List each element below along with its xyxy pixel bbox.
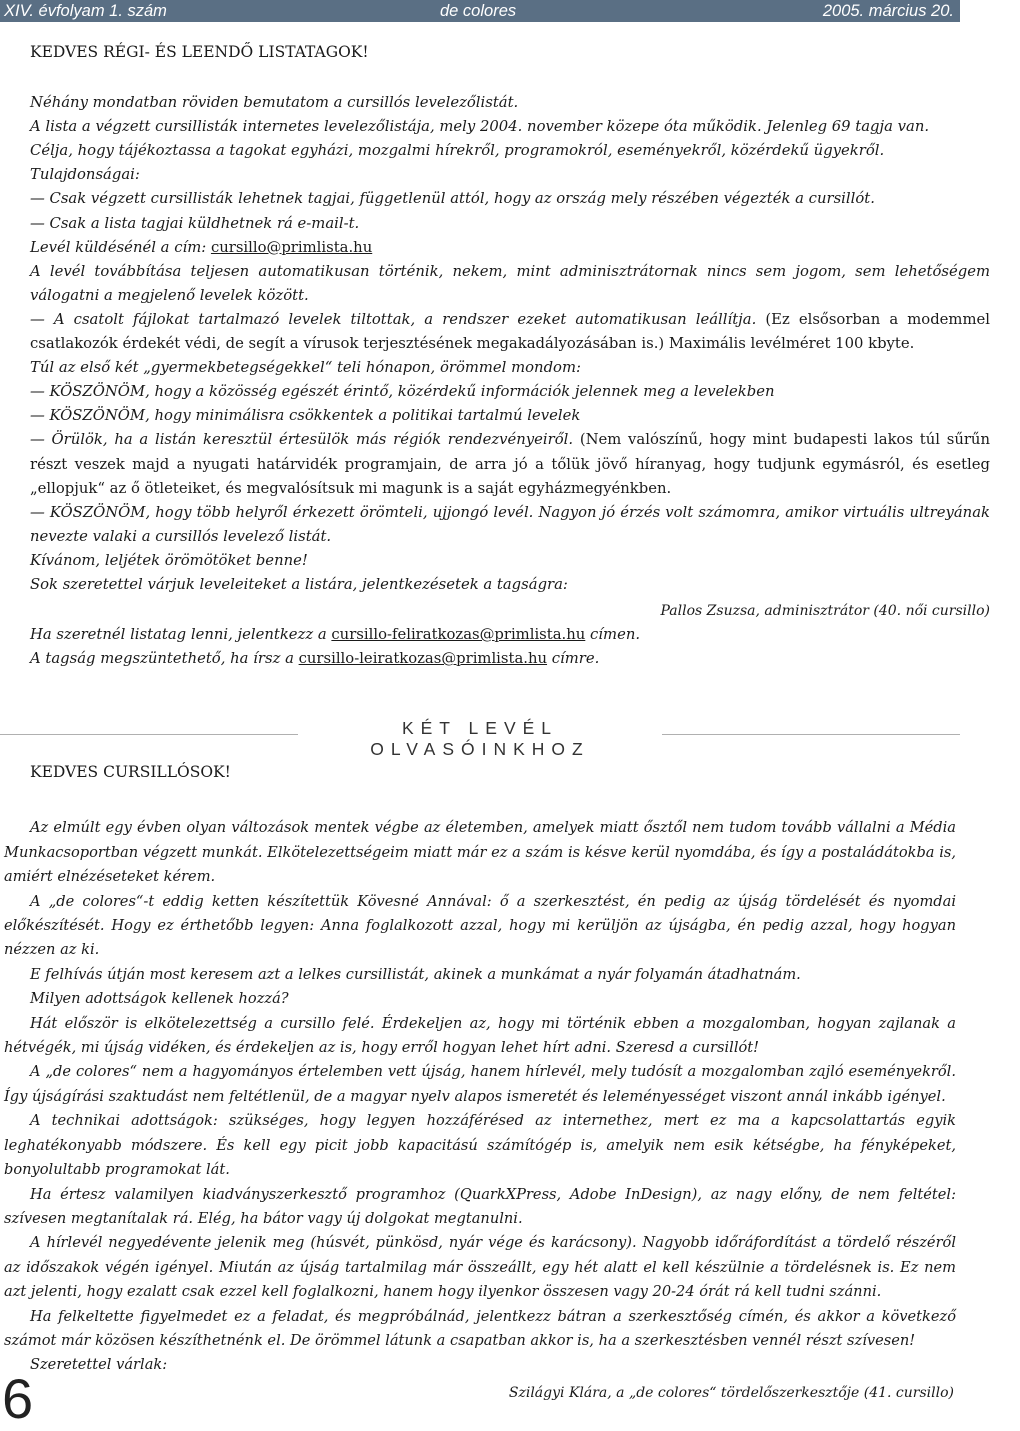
line: Néhány mondatban röviden bemutatom a cursillós levelezőlistát. [30,94,519,112]
article1-heading: KEDVES RÉGI- ÉS LEENDŐ LISTATAGOK! [30,43,369,61]
send-label: Levél küldésénél a cím: [30,238,211,256]
paragraph: Hát először is elkötelezettség a cursillo felé. Érdekeljen az, hogy mi történik ebben a mozgalomban, hogyan zajlanak a hétvégék, mi újság vidéken, és érdekeljen az is, hogy erről hogyan lehet hírt adni. Szeresd a cursillót! [4,1014,956,1057]
send-address-link[interactable]: cursillo@primlista.hu [210,238,373,256]
divider-rule-left [0,734,298,735]
glad-upright: (Nem valószínű, hogy mint budapesti lakos túl sűrűn részt veszek majd a nyugati határvidék programjain, de arra jó a tőlük jövő híranyag, hogy tudjunk egymásról, és esetleg „ellopjuk“ az ő ötleteiket, és megvalósítsuk mi magunk is a saját egyházmegyénkben. [30,431,990,497]
invite-line: Sok szeretettel várjuk leveleiteket a listára, jelentkezésetek a tagságra: [30,575,568,593]
attachment-rule: — A csatolt fájlokat tartalmazó levelek tiltottak, a rendszer ezeket automatikusan leállítja. [30,310,757,328]
paragraph: A „de colores“ nem a hagyományos értelemben vett újság, hanem hírlevél, mely tudósít a mozgalomban zajló eseményekről. Így újságírási szaktudást nem feltétlenül, de a magyar nyelv alapos ismeretét és leleményességet viszont annál inkább igényel. [4,1063,956,1105]
thanks-item: — KÖSZÖNÖM, hogy minimálisra csökkentek a politikai tartalmú levelek [30,407,581,425]
unsubscribe-post: címre. [547,650,600,668]
paragraph: A hírlevél negyedévente jelenik meg (húsvét, pünkösd, nyár vége és karácsony). Nagyobb időráfordítást a tördelő részéről az időszakok végén igényel. Miután az újság tartalmilag már összeállt, egy hét alatt el kell készülnie a tördelésnek is. Ez nem azt jelenti, hogy ezalatt csak ezzel kell foglalkozni, hanem hogy ilyenkor összesen vagy 20-24 órát rá kell tudni szánni. [4,1234,956,1301]
paragraph: A „de colores“-t eddig ketten készítettük Kövesné Annával: ő a szerkesztést, én pedig az újság tördelését és nyomdai előkészítését. Hogy ez érthetőbb legyen: Anna foglalkozott azzal, hogy mi kerüljön az újságba, én pedig azzal, hogy hogyan nézzen az ki. [4,892,956,959]
thanks-item: — KÖSZÖNÖM, hogy a közösség egészét érintő, közérdekű információk jelennek meg a levelekben [30,383,775,401]
section-title: KÉT LEVÉL OLVASÓINKHOZ [370,718,590,759]
thanks-item: — KÖSZÖNÖM, hogy több helyről érkezett örömteli, ujjongó levél. Nagyon jó érzés volt számomra, amikor virtuális ultreyának nevezte valaki a cursillós levelező listát. [30,503,990,545]
attachment-note: (Ez elsősorban a modemmel csatlakozók érdekét védi, de segít a vírusok terjesztésének megakadályozásában is.) Maximális levélméret 100 kbyte. [30,310,990,353]
forwarding-text: A levél továbbítása teljesen automatikusan történik, nekem, mint adminisztrátornak nincs sem jogom, sem lehetőségem válogatni a megjelenő levelek között. [30,262,990,304]
page-header [0,0,960,22]
glad-text [30,428,990,500]
article1-signature: Pallos Zsuzsa, adminisztrátor (40. női cursillo) [660,603,990,620]
attachment-text [30,308,990,356]
subscribe-pre: Ha szeretnél listatag lenni, jelentkezz a [30,626,332,644]
thanks-intro: Túl az első két „gyermekbetegségekkel“ teli hónapon, örömmel mondom: [30,359,581,377]
line: — Csak végzett cursillisták lehetnek tagjai, függetlenül attól, hogy az ország mely részében végezték a cursillót. [30,190,875,208]
line: A lista a végzett cursillisták internetes levelezőlistája, mely 2004. november közepe óta működik. Jelenleg 69 tagja van. [30,118,930,136]
line: Tulajdonságai: [30,166,140,184]
paragraph: Szeretettel várlak: [30,1356,168,1374]
wish-line: Kívánom, leljétek örömötöket benne! [30,551,308,569]
section-divider [0,718,960,759]
article-editor-call [0,760,960,1405]
paragraph: Az elmúlt egy évben olyan változások mentek végbe az életemben, amelyek miatt ősztől nem tudom tovább vállalni a Média Munkacsoportban végzett munkát. Elkötelezettségeim miatt már ez a szám is késve kerül nyomdába, és így a postaládátokba is, amiért elnézéseteket kérem. [4,819,956,886]
article-mailing-list [0,40,1020,671]
line: Célja, hogy tájékoztassa a tagokat egyházi, mozgalmi hírekről, programokról, eseményekről, közérdekű ügyekről. [30,142,885,160]
divider-rule-right [662,734,960,735]
paragraph: Ha értesz valamilyen kiadványszerkesztő programhoz (QuarkXPress, Adobe InDesign), az nagy előny, de nem feltétel: szívesen megtanítalak rá. Elég, ha bátor vagy új dolgokat megtanulni. [4,1185,956,1227]
paragraph: Milyen adottságok kellenek hozzá? [30,990,289,1008]
glad-italic: — Örülök, ha a listán keresztül értesülök más régiók rendezvényeiről. [30,431,574,449]
subscribe-link[interactable]: cursillo-feliratkozas@primlista.hu [331,626,586,644]
send-address-line [30,236,990,260]
article2-signature: Szilágyi Klára, a „de colores“ tördelőszerkesztője (41. cursillo) [508,1384,954,1401]
unsubscribe-pre: A tagság megszüntethető, ha írsz a [30,650,299,668]
page-number: 6 [2,1367,34,1430]
subscribe-line [30,623,990,647]
issue-date: 2005. március 20. [822,2,954,20]
paragraph: Ha felkeltette figyelmedet ez a feladat, és megpróbálnád, jelentkezz bátran a szerkesztőség címén, és akkor a következő számot már közösen készíthetnénk el. De örömmel látunk a csapatban akkor is, ha a szerkesztésben vennél részt szívesen! [4,1307,956,1349]
subscribe-post: címen. [585,626,641,644]
unsubscribe-link[interactable]: cursillo-leiratkozas@primlista.hu [298,650,548,668]
issue-label: XIV. évfolyam 1. szám [4,2,167,20]
paragraph: E felhívás útján most keresem azt a lelkes cursillistát, akinek a munkámat a nyár folyamán átadhatnám. [30,965,801,983]
line: — Csak a lista tagjai küldhetnek rá e-mail-t. [30,214,360,232]
unsubscribe-line [30,647,990,671]
publication-title: de colores [440,2,517,20]
paragraph: A technikai adottságok: szükséges, hogy legyen hozzáférésed az internethez, mert ez ma a kapcsolattartás egyik leghatékonyabb módszere. És kell egy picit jobb kapacitású számítógép is, amelyik nem esik kétségbe, ha fényképeket, bonyolultabb programokat lát. [4,1112,956,1179]
article2-heading: KEDVES CURSILLÓSOK! [30,763,231,781]
